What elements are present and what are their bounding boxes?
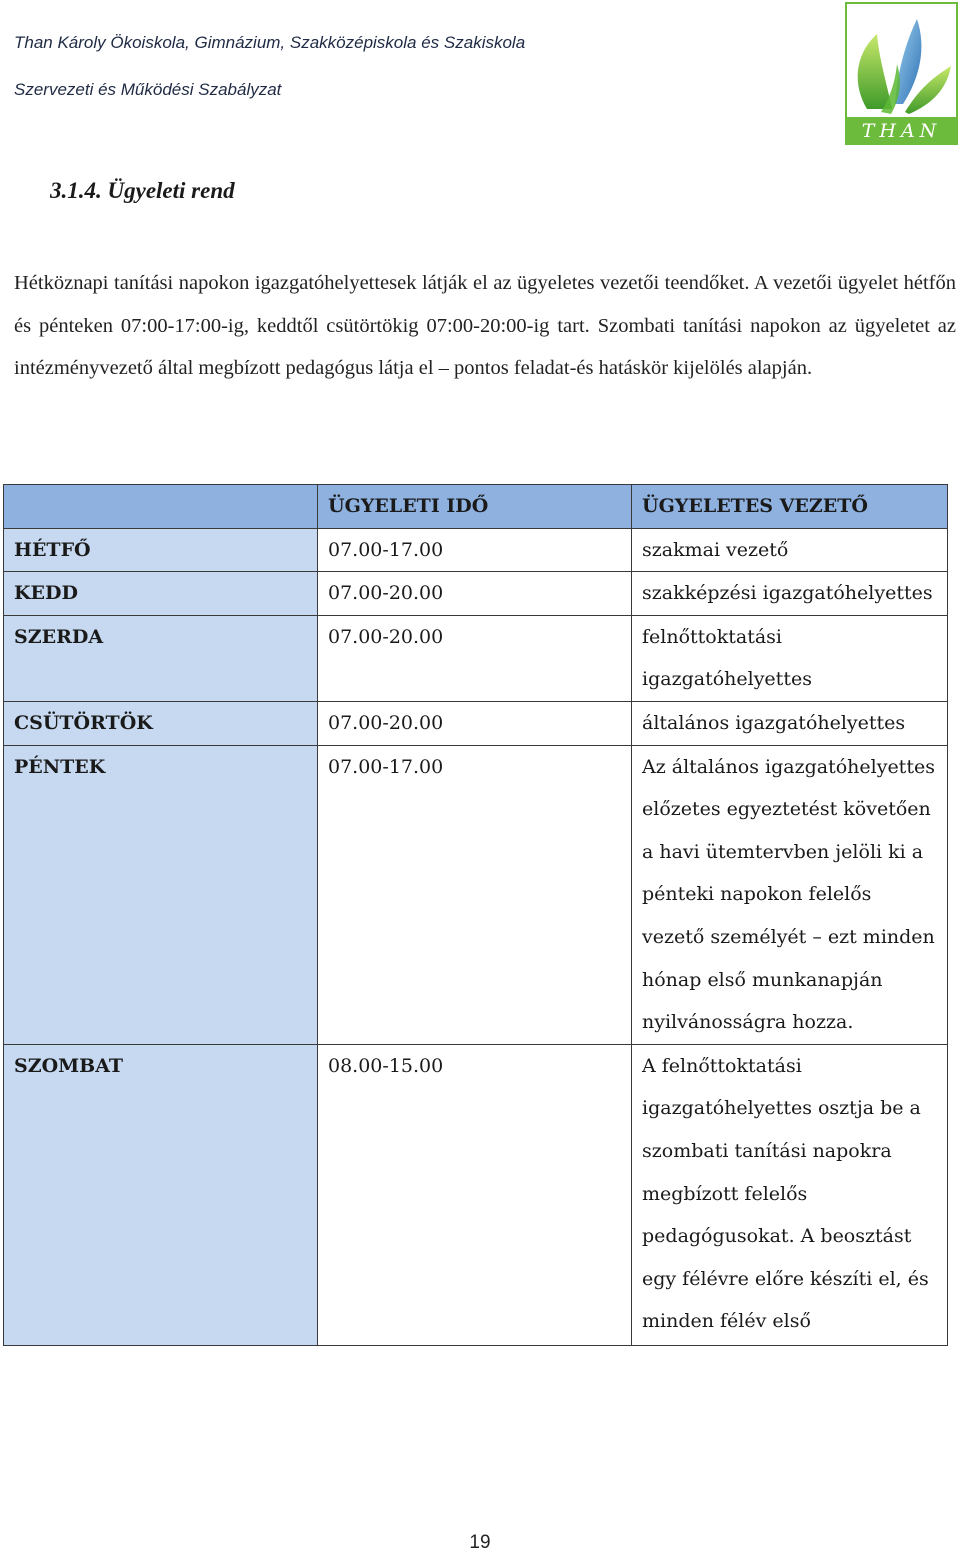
leader-cell: szakképzési igazgatóhelyettes: [632, 572, 948, 616]
table-row: [4, 1044, 948, 1345]
leader-cell: Az általános igazgatóhelyettes előzetes egyeztetést követően a havi ütemtervben jelöli ki a pénteki napokon felelős vezető személyét – ezt minden hónap első munkanapján nyilvánosságra hozza.: [632, 745, 948, 1044]
leader-cell: A felnőttoktatási igazgatóhelyettes osztja be a szombati tanítási napokra megbízott felelős pedagógusokat. A beosztást egy félévre előre készíti el, és minden félév első: [632, 1044, 948, 1345]
time-cell: 07.00-20.00: [318, 572, 632, 616]
day-cell: CSÜTÖRTÖK: [4, 701, 318, 745]
leaf-logo-icon: [847, 4, 956, 143]
section-title: 3.1.4. Ügyeleti rend: [50, 178, 235, 203]
time-cell: 07.00-20.00: [318, 615, 632, 701]
table-row: [4, 615, 948, 701]
table-row: [4, 528, 948, 572]
table-row: [4, 701, 948, 745]
day-cell: SZOMBAT: [4, 1044, 318, 1345]
table-row: [4, 745, 948, 1044]
duty-schedule-table: [3, 484, 948, 1346]
school-logo: [845, 2, 958, 145]
leader-cell: szakmai vezető: [632, 528, 948, 572]
header-cell-empty: [4, 485, 318, 529]
document-title: Szervezeti és Működési Szabályzat: [14, 80, 282, 99]
day-cell: SZERDA: [4, 615, 318, 701]
time-cell: 07.00-17.00: [318, 528, 632, 572]
day-cell: HÉTFŐ: [4, 528, 318, 572]
page-number: 19: [469, 1532, 491, 1553]
logo-text: THAN: [861, 120, 942, 142]
intro-paragraph: Hétköznapi tanítási napokon igazgatóhelyettesek látják el az ügyeletes vezetői teendőket. A vezetői ügyelet hétfőn és pénteken 07:00-17:00-ig, keddtől csütörtökig 07:00-20:00-ig tart. Szombati tanítási napokon az ügyeletet az intézményvezető által megbízott pedagógus látja el – pontos feladat-és hatáskör kijelölés alapján.: [14, 272, 956, 379]
table-row: [4, 572, 948, 616]
leader-cell: felnőttoktatási igazgatóhelyettes: [632, 615, 948, 701]
school-name: Than Károly Ökoiskola, Gimnázium, Szakközépiskola és Szakiskola: [14, 33, 526, 52]
day-cell: PÉNTEK: [4, 745, 318, 1044]
table-header-row: [4, 485, 948, 529]
header-cell-leader: ÜGYELETES VEZETŐ: [632, 485, 948, 529]
time-cell: 07.00-20.00: [318, 701, 632, 745]
time-cell: 07.00-17.00: [318, 745, 632, 1044]
day-cell: KEDD: [4, 572, 318, 616]
leader-cell: általános igazgatóhelyettes: [632, 701, 948, 745]
header-cell-time: ÜGYELETI IDŐ: [318, 485, 632, 529]
time-cell: 08.00-15.00: [318, 1044, 632, 1345]
